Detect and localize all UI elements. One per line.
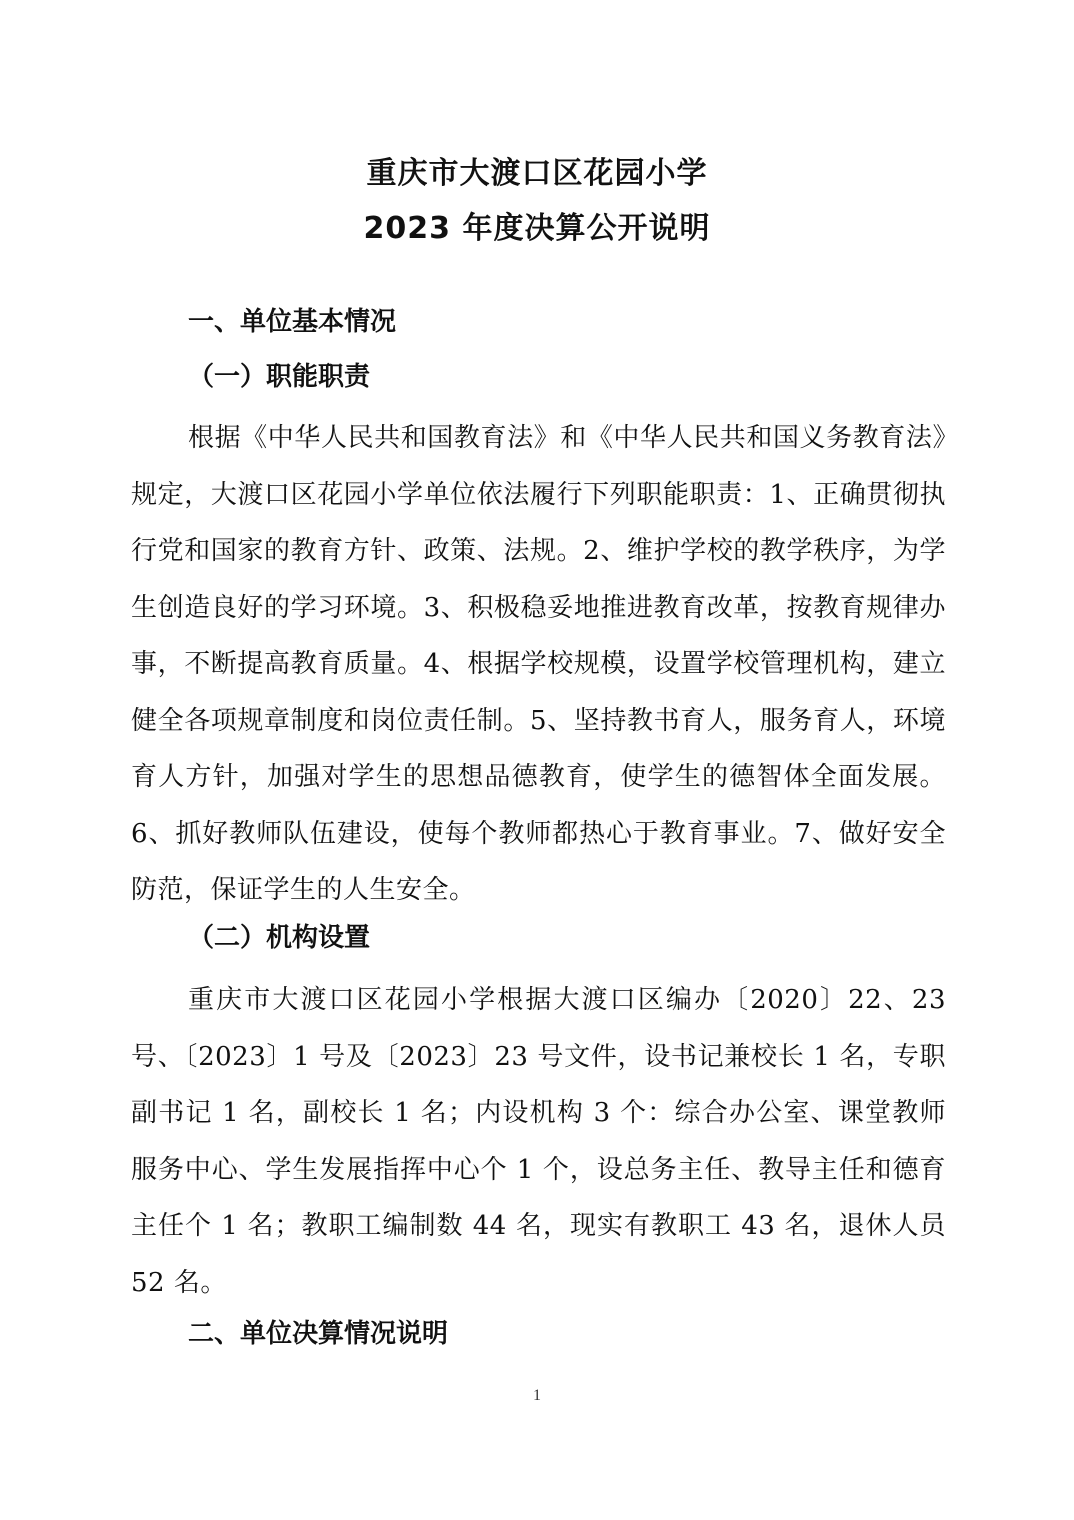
page-number: 1 xyxy=(533,1387,541,1404)
section-heading-unit-basic-info: 一、单位基本情况 xyxy=(188,307,397,337)
paragraph-functions: 根据《中华人民共和国教育法》和《中华人民共和国义务教育法》规定，大渡口区花园小学单位依法履行下列职能职责：1、正确贯彻执行党和国家的教育方针、政策、法规。2、维护学校的教学秩序，为学生创造良好的学习环境。3、积极稳妥地推进教育改革，按教育规律办事，不断提高教育质量。4、根据学校规模，设置学校管理机构，建立健全各项规章制度和岗位责任制。5、坚持教书育人，服务育人，环境育人方针，加强对学生的思想品德教育，使学生的德智体全面发展。6、抓好教师队伍建设，使每个教师都热心于教育事业。7、做好安全防范，保证学生的人生安全。 xyxy=(131,423,946,905)
subsection-heading-organization: （二）机构设置 xyxy=(188,923,371,953)
document-title-line-1: 重庆市大渡口区花园小学 xyxy=(366,156,708,191)
paragraph-organization: 重庆市大渡口区花园小学根据大渡口区编办〔2020〕22、23 号、〔2023〕1 号及〔2023〕23 号文件，设书记兼校长 1 名，专职副书记 1 名，副校长 1 名；内设机构 3 个：综合办公室、课堂教师服务中心、学生发展指挥中心个 1 个，设总务主任、教导主任和德育主任个 1 名；教职工编制数 44 名，现实有教职工 43 名，退休人员 52 名。 xyxy=(131,985,946,1298)
section-heading-final-accounts: 二、单位决算情况说明 xyxy=(188,1319,449,1349)
subsection-heading-functions: （一）职能职责 xyxy=(188,362,371,392)
document-title-line-2: 2023 年度决算公开说明 xyxy=(363,211,711,246)
